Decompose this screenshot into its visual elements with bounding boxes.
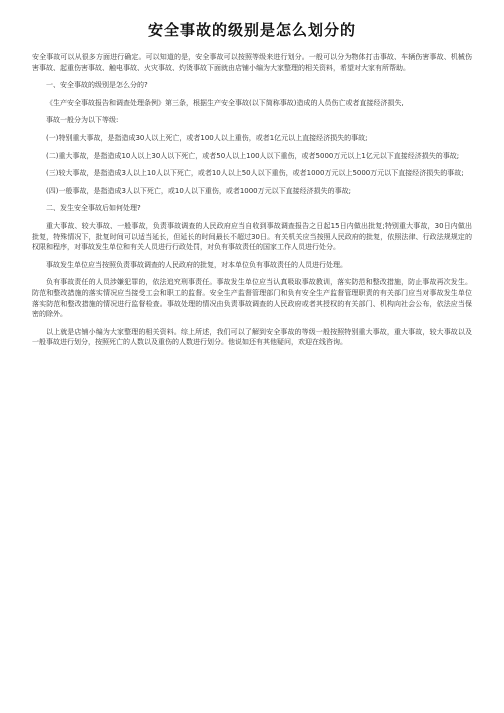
- level-4-paragraph: (四)一般事故，是指造成3人以下死亡，或10人以下重伤，或者1000万元以下直接经济损失的事故;: [46, 186, 351, 195]
- document-title: 安全事故的级别是怎么划分的: [147, 21, 356, 39]
- section-heading-2: 二、发生安全事故后如何处理?: [46, 204, 141, 213]
- section-heading-1: 一、安全事故的级别是怎么分的?: [46, 81, 148, 90]
- level-2-paragraph: (二)重大事故，是指造成10人以上30人以下死亡，或者50人以上100人以下重伤，或者5000万元以上1亿元以下直接经济损失的事故;: [46, 151, 460, 160]
- intro-paragraph: 安全事故可以从很多方面进行确定。可以知道的是，安全事故可以按照等级来进行划分。一般可以分为物体打击事故、车辆伤害事故、机械伤害事故、起重伤害事故、触电事故、火灾事故、灼烫事故下面就由店铺小编为大家整理的相关资料，希望对大家有所帮助。: [32, 53, 472, 72]
- levels-intro: 事故一般分为以下等级:: [46, 116, 119, 125]
- conclusion-paragraph: 以上就是店铺小编为大家整理的相关资料。综上所述，我们可以了解到安全事故的等级一般按照特别重大事故，重大事故，较大事故以及一般事故进行划分，按照死亡的人数以及重伤的人数进行划分。他说如还有其他疑问，欢迎在线咨询。: [32, 327, 472, 347]
- handling-paragraph-3: 负有事故责任的人员涉嫌犯罪的，依法追究刑事责任。事故发生单位应当认真吸取事故教训，落实防范和整改措施，防止事故再次发生。防范和整改措施的落实情况应当接受工会和职工的监督。安全生产监督管理部门和负有安全生产监督管理职责的有关部门应当对事故发生单位落实防范和整改措施的情况进行监督检查。事故处理的情况由负责事故调查的人民政府或者其授权的有关部门、机构向社会公布，依法应当保密的除外。: [32, 278, 472, 319]
- level-3-paragraph: (三)较大事故，是指造成3人以上10人以下死亡，或者10人以上50人以下重伤，或者1000万元以上5000万元以下直接经济损失的事故;: [46, 169, 464, 178]
- regulation-paragraph: 《生产安全事故报告和调查处理条例》第三条，根据生产安全事故(以下简称事故)造成的人员伤亡或者直接经济损失,: [46, 98, 404, 107]
- handling-paragraph-2: 事故发生单位应当按照负责事故调查的人民政府的批复，对本单位负有事故责任的人员进行处理。: [46, 260, 347, 269]
- level-1-paragraph: (一)特别重大事故，是指造成30人以上死亡，或者100人以上重伤，或者1亿元以上直接经济损失的事故;: [46, 133, 368, 142]
- handling-paragraph-1: 重大事故、较大事故、一般事故，负责事故调查的人民政府应当自收到事故调查报告之日起15日内做出批复;特别重大事故，30日内做出批复，特殊情况下，批复时间可以适当延长，但延长的时间最长不超过30日。有关机关应当按照人民政府的批复，依照法律、行政法规规定的权限和程序，对事故发生单位和有关人员进行行政处罚，对负有事故责任的国家工作人员进行处分。: [32, 221, 472, 252]
